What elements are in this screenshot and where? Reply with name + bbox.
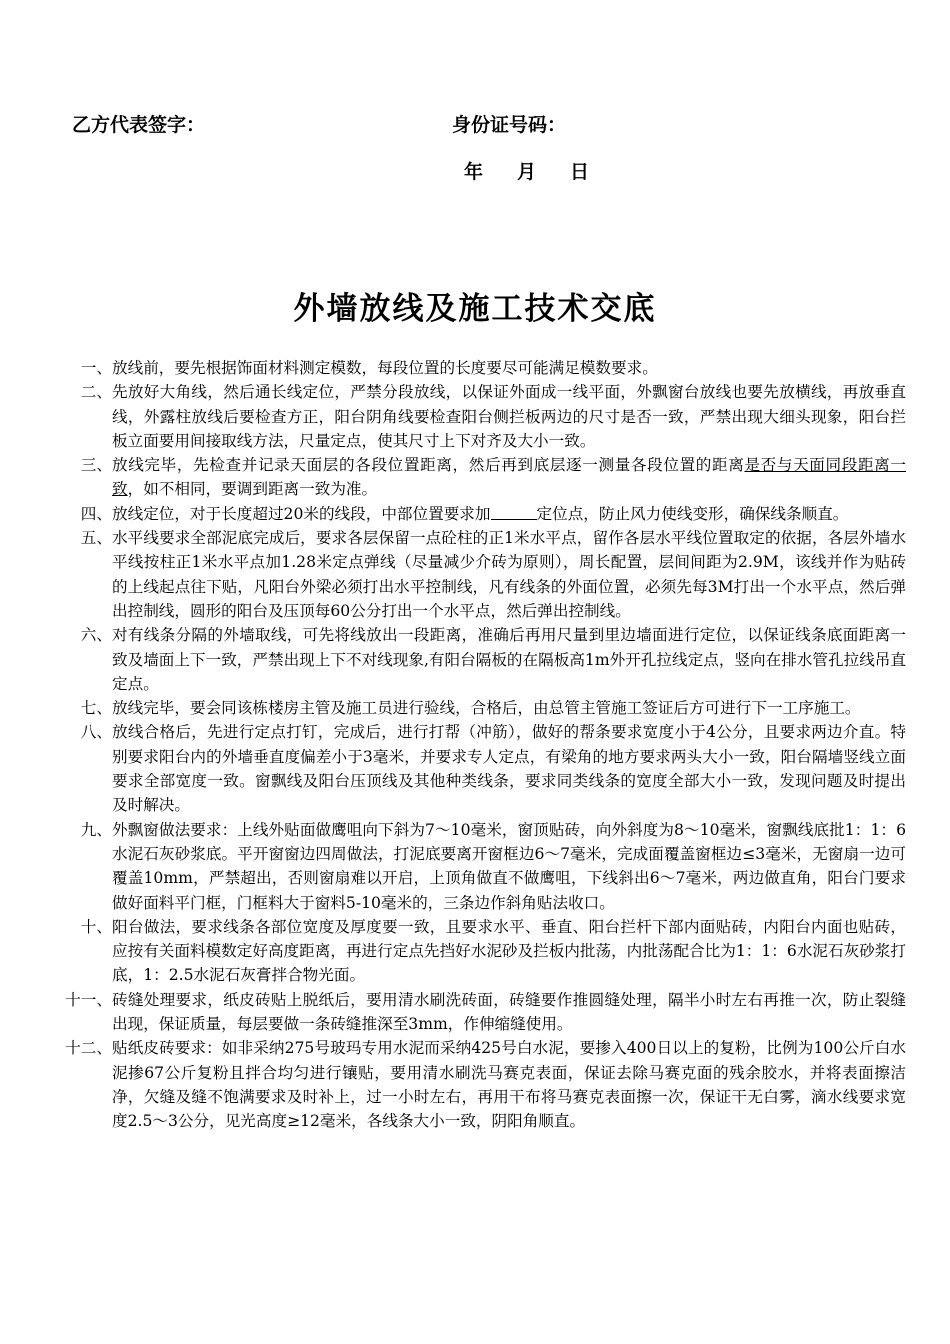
clause-number: 八、 bbox=[80, 723, 112, 742]
party-b-signature-label: 乙方代表签字： bbox=[72, 114, 206, 136]
clause-text: 放线完毕，先检查并记录天面层的各段位置距离，然后再到底层逐一测量各段位置的距离 bbox=[112, 456, 745, 475]
month-label: 月 bbox=[517, 161, 537, 183]
clause-text: ，如不相同，要调到距离一致为准。 bbox=[127, 480, 378, 499]
clause-number: 十、 bbox=[80, 917, 112, 936]
clause-number: 六、 bbox=[80, 626, 112, 645]
clause-number: 四、 bbox=[80, 504, 112, 523]
id-number-label: 身份证号码： bbox=[452, 114, 567, 136]
clause-number: 九、 bbox=[80, 820, 112, 839]
clause-text: 放线合格后，先进行定点打钉，完成后，进行打帮（冲筋），做好的帮条要求宽度小于4公分，且要求两边介直。特别要求阳台内的外墙垂直度偏差小于3毫米，并要求专人定点，有梁角的地方要求两头大小一致，阳台隔墙竖线立面要求全部宽度一致。窗飘线及阳台压顶线及其他种类线条，要求同类线条的宽度全部大小一致，发现问题及时提出及时解决。 bbox=[112, 723, 906, 815]
clause-11 bbox=[0, 988, 950, 1037]
clause-text: 放线前，要先根据饰面材料测定模数，每段位置的长度要尽可能满足模数要求。 bbox=[112, 359, 658, 377]
clause-12 bbox=[0, 1036, 950, 1133]
clause-number: 十二、 bbox=[65, 1039, 112, 1058]
clause-text: 贴纸皮砖要求：如非采纳275号玻玛专用水泥而采纳425号白水泥，要掺入400日以上的复粉，比例为100公斤白水泥掺67公斤复粉且拌合均匀进行镶贴，要用清水刷洗马赛克表面，保证去除马赛克面的残余胶水，并将表面擦洁净，欠缝及缝不饱满要求及时补上，过一小时左右，再用干布将马赛克表面擦一次，保证干无白雾，滴水线要求宽度2.5～3公分，见光高度≥12毫米，各线条大小一致，阴阳角顺直。 bbox=[112, 1039, 906, 1131]
clause-text: 定位点，防止风力使线变形，确保线条顺直。 bbox=[536, 504, 849, 523]
year-label: 年 bbox=[464, 161, 484, 183]
clause-number: 一、 bbox=[80, 359, 112, 377]
clause-number: 五、 bbox=[80, 529, 112, 548]
clause-9 bbox=[0, 818, 950, 915]
document-title: 外墙放线及施工技术交底 bbox=[293, 291, 657, 327]
clause-6 bbox=[0, 623, 950, 696]
clause-4 bbox=[0, 502, 950, 526]
date-line bbox=[464, 157, 623, 184]
clause-number: 三、 bbox=[80, 456, 112, 475]
clause-5 bbox=[0, 526, 950, 623]
day-label: 日 bbox=[570, 161, 590, 183]
clause-text: 放线定位，对于长度超过20米的线段，中部位置要求加 bbox=[112, 504, 491, 523]
clause-10 bbox=[0, 915, 950, 988]
clause-number: 二、 bbox=[80, 383, 112, 402]
clause-text: 对有线条分隔的外墙取线，可先将线放出一段距离，准确后再用尺量到里边墙面进行定位，以保证线条底面距离一致及墙面上下一致，严禁出现上下不对线现象,有阳台隔板的在隔板高1m外开孔拉线定点，竖向在排水管孔拉线吊直定点。 bbox=[112, 626, 906, 693]
clause-7 bbox=[0, 696, 950, 720]
fill-in-blank bbox=[491, 504, 537, 520]
clause-2 bbox=[0, 380, 950, 453]
clause-text: 砖缝处理要求，纸皮砖贴上脱纸后，要用清水刷洗砖面，砖缝要作推圆缝处理，隔半小时左右再推一次，防止裂缝出现，保证质量，每层要做一条砖缝推深至3mm，作伸缩缝使用。 bbox=[112, 990, 906, 1034]
clause-text: 水平线要求全部泥底完成后，要求各层保留一点砼柱的正1米水平点，留作各层水平线位置取定的依据，各层外墙水平线按柱正1米水平点加1.28米定点弹线（尽量减少介砖为原则），周长配置，层间间距为2.9M，该线并作为贴砖的上线起点往下贴，凡阳台外梁必须打出水平控制线，凡有线条的外面位置，必须先每3M打出一个水平点，然后弹出控制线，圆形的阳台及压顶每60公分打出一个水平点，然后弹出控制线。 bbox=[112, 529, 906, 620]
clause-number: 十一、 bbox=[65, 990, 112, 1009]
clause-text: 先放好大角线，然后通长线定位，严禁分段放线，以保证外面成一线平面，外飘窗台放线也要先放横线，再放垂直线，外露柱放线后要检查方正，阳台阴角线要检查阳台侧拦板两边的尺寸是否一致，严禁出现大细头现象，阳台拦板立面要用间接取线方法，尺量定点，使其尺寸上下对齐及大小一致。 bbox=[112, 383, 906, 450]
clause-text: 外飘窗做法要求：上线外贴面做鹰咀向下斜为7～10毫米，窗顶贴砖，向外斜度为8～10毫米，窗飘线底批1：1：6水泥石灰砂浆底。平开窗窗边四周做法，打泥底要离开窗框边6～7毫米，完成面覆盖窗框边≤3毫米，无窗扇一边可覆盖10mm，严禁超出，否则窗扇难以开启，上顶角做直不做鹰咀，下线斜出6～7毫米，两边做直角，阳台门要求做好面料平门框，门框料大于窗料5-10毫米的，三条边作斜角贴法收口。 bbox=[112, 820, 906, 912]
clause-number: 七、 bbox=[80, 699, 112, 718]
clause-text: 阳台做法，要求线条各部位宽度及厚度要一致，且要求水平、垂直、阳台拦杆下部内面贴砖，内阳台内面也贴砖，应按有关面料模数定好高度距离，再进行定点先挡好水泥砂及拦板内批荡，内批荡配合比为1：1：6水泥石灰砂浆打底，1：2.5水泥石灰膏拌合物光面。 bbox=[112, 917, 906, 985]
clause-8 bbox=[0, 720, 950, 817]
clause-3 bbox=[0, 453, 950, 502]
document-body bbox=[0, 356, 950, 1134]
underlined-text: 是否与天面同段距离一致 bbox=[112, 456, 906, 499]
clause-text: 放线完毕，要会同该栋楼房主管及施工员进行验线，合格后，由总管主管施工签证后方可进行下一工序施工。 bbox=[112, 699, 861, 718]
clause-1 bbox=[0, 356, 950, 380]
